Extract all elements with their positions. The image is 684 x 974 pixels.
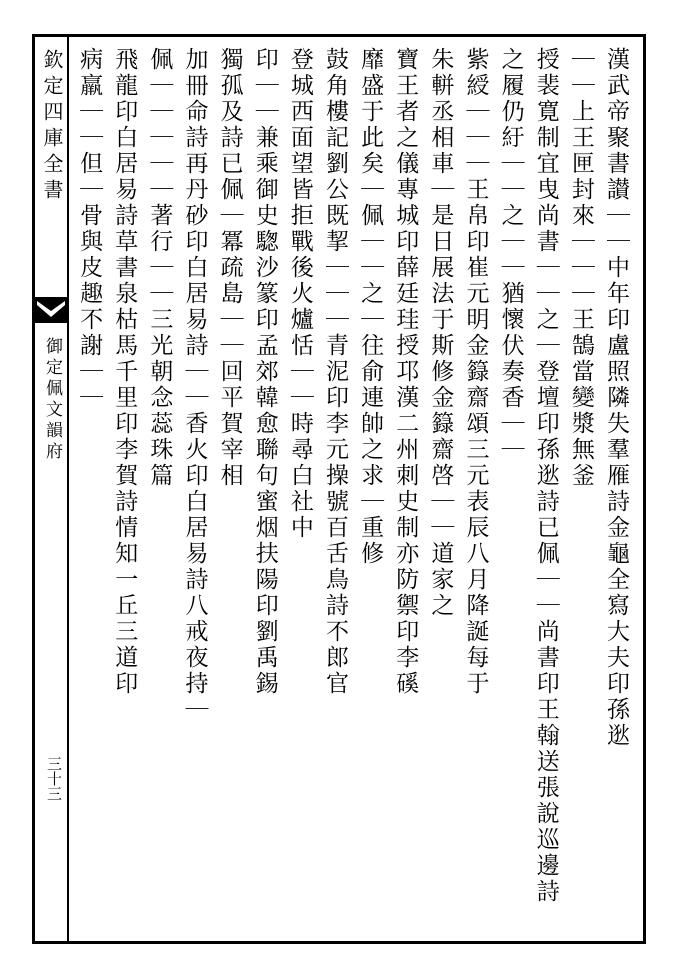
text-column: 登城西面望皆拒戰後火爐恬｜｜時尋白社中 [286,47,313,541]
text-column: 之履仍紆｜｜之｜｜猶懷伏奏香｜｜ [497,47,524,463]
book-title: 御定佩文韻府 [42,337,62,463]
text-column: 飛龍印白居易詩草書泉枯馬千里印李賀詩情知一丘三道印 [111,47,138,697]
text-column: 病羸｜｜但｜骨與皮趣不謝｜｜ [76,47,103,411]
text-column: 鼓角樓記劉公既挈｜｜｜青泥印李元操號百舌鳥詩不郎官 [322,47,348,697]
margin-column [35,37,69,941]
text-column: ｜｜上王匣封來｜｜｜王鵠當變漿無釜 [567,47,594,489]
text-column: 佩｜｜｜｜｜著行｜｜三光朝念蕊珠篇 [146,47,173,489]
page-number: 三十三 [45,756,63,801]
collection-title: 欽定四庫全書 [40,49,64,205]
fishtail-mark-icon [35,297,67,323]
text-column: 紫綬｜｜｜王帛印崔元明金籙齋頌三元表辰八月降誕每于 [462,47,489,697]
text-column: 漢武帝聚書讃｜｜中年印盧照隣失羣雁詩金龜全寫大夫印孫逖 [603,47,629,749]
text-column: 朱軿丞相車｜是日展法于斯修金籙齋啓｜｜道家之 [427,47,454,619]
text-column: 加冊命詩再丹砂印白居易詩｜｜香火印白居易詩八戒夜持｜ [181,47,208,723]
text-column: 印｜｜兼乘御史騘沙篆印孟郊韓愈聯句蜜烟扶陽印劉禹錫 [251,47,278,697]
text-column: 靡盛于此矣｜佩｜｜之｜往俞連帥之求｜重修 [357,47,384,567]
text-column: 授裴寛制宜曳尚書｜｜之｜登壇印孫逖詩已佩｜｜尚書印王翰送張說巡邊詩 [532,47,559,905]
text-column: 獨孤及詩已佩｜冪疏島｜｜回平賀宰相 [216,47,243,489]
page-frame [32,34,646,944]
text-body [73,47,635,931]
text-column: 寶王者之儀專城印薛廷珪授邛漢二州刺史制亦防禦印李磎 [392,47,419,697]
